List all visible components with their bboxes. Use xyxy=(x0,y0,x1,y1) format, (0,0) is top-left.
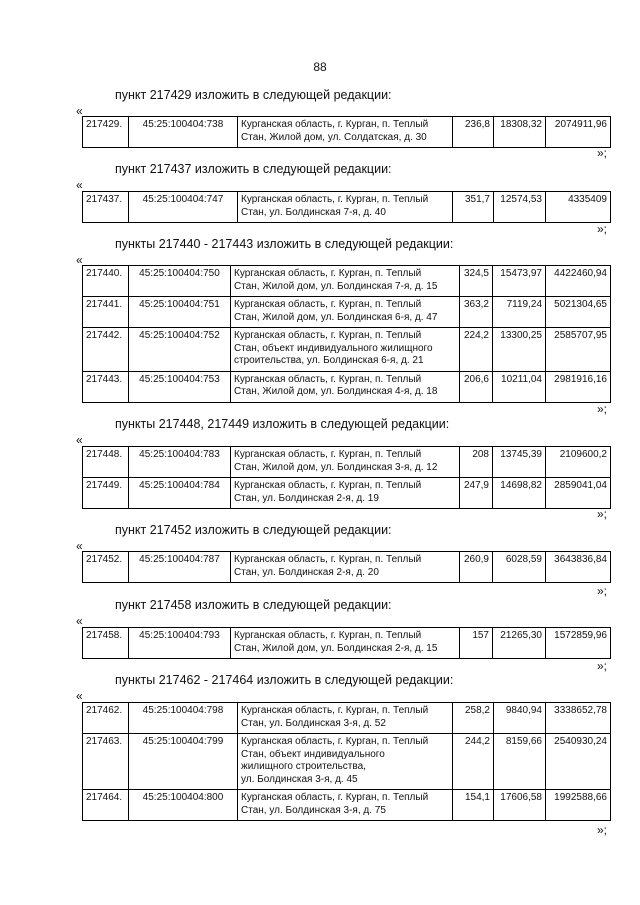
cadastral-number-cell: 45:25:100404:750 xyxy=(129,266,231,297)
page-number: 88 xyxy=(313,60,327,74)
cadastral-number-cell: 45:25:100404:799 xyxy=(129,734,238,790)
total-value-cell: 3643836,84 xyxy=(546,552,611,583)
row-number-cell: 217458. xyxy=(83,628,129,659)
table-row xyxy=(83,628,611,659)
cadastral-number-cell: 45:25:100404:752 xyxy=(129,328,231,372)
address-line: жилищного строительства, xyxy=(241,761,366,772)
table-row xyxy=(83,371,611,402)
cadastral-number-cell: 45:25:100404:738 xyxy=(129,117,238,148)
price-cell: 15473,97 xyxy=(493,266,546,297)
price-cell: 21265,30 xyxy=(493,628,546,659)
price-cell: 9840,94 xyxy=(494,703,546,734)
row-number-cell: 217463. xyxy=(83,734,129,790)
address-line: Стан, Жилой дом, ул. Болдинская 6-я, д. 47 xyxy=(234,311,438,323)
address-line: Стан, ул. Болдинская 7-я, д. 40 xyxy=(241,206,386,218)
address-line: Курганская область, г. Курган, п. Теплый xyxy=(241,705,429,716)
section-heading: пункты 217448, 217449 изложить в следующей редакции: xyxy=(115,417,450,431)
close-quote: »; xyxy=(597,222,608,236)
total-value-cell: 5021304,65 xyxy=(546,297,611,328)
table-row xyxy=(83,552,611,583)
property-table xyxy=(82,265,611,403)
price-cell: 8159,66 xyxy=(494,734,546,790)
address-line: Стан, Жилой дом, ул. Болдинская 4-я, д. 18 xyxy=(234,386,438,397)
close-quote: »; xyxy=(597,402,608,416)
cadastral-number-cell: 45:25:100404:753 xyxy=(129,371,231,402)
address-line: ул. Болдинская 3-я, д. 45 xyxy=(241,773,358,785)
table-row xyxy=(83,328,611,372)
cadastral-number-cell: 45:25:100404:783 xyxy=(129,447,231,478)
address-line: Курганская область, г. Курган, п. Теплый xyxy=(241,792,429,803)
address-cell xyxy=(238,192,453,223)
address-line: Стан, ул. Болдинская 2-я, д. 19 xyxy=(234,492,379,504)
row-number-cell: 217449. xyxy=(83,478,129,509)
address-cell xyxy=(231,552,460,583)
row-number-cell: 217443. xyxy=(83,371,129,402)
area-cell: 247,9 xyxy=(460,478,493,509)
area-cell: 236,8 xyxy=(453,117,494,148)
area-cell: 206,6 xyxy=(460,371,493,402)
address-line: Курганская область, г. Курган, п. Теплый xyxy=(234,554,422,565)
row-number-cell: 217429. xyxy=(83,117,129,148)
table-row xyxy=(83,734,611,790)
property-table xyxy=(82,627,611,659)
price-cell: 12574,53 xyxy=(494,192,546,223)
address-line: Стан, Жилой дом, ул. Болдинская 3-я, д. 12 xyxy=(234,461,438,473)
table-row xyxy=(83,266,611,297)
section-heading: пункт 217458 изложить в следующей редакции: xyxy=(115,598,392,612)
address-cell xyxy=(231,628,460,659)
address-cell xyxy=(231,297,460,328)
cadastral-number-cell: 45:25:100404:800 xyxy=(129,790,238,821)
close-quote: »; xyxy=(597,659,608,673)
open-quote: « xyxy=(76,539,83,553)
cadastral-number-cell: 45:25:100404:787 xyxy=(129,552,231,583)
property-table xyxy=(82,702,611,821)
area-cell: 208 xyxy=(460,447,493,478)
area-cell: 324,5 xyxy=(460,266,493,297)
total-value-cell: 4335409 xyxy=(546,192,611,223)
open-quote: « xyxy=(76,614,83,628)
price-cell: 17606,58 xyxy=(494,790,546,821)
price-cell: 6028,59 xyxy=(493,552,546,583)
row-number-cell: 217452. xyxy=(83,552,129,583)
row-number-cell: 217442. xyxy=(83,328,129,372)
address-line: Курганская область, г. Курган, п. Теплый xyxy=(241,119,429,130)
total-value-cell: 1572859,96 xyxy=(546,628,611,659)
section-heading: пункты 217440 - 217443 изложить в следующей редакции: xyxy=(115,237,454,251)
address-line: Стан, Жилой дом, ул. Болдинская 2-я, д. 15 xyxy=(234,642,438,654)
address-cell xyxy=(238,734,453,790)
section-heading: пункты 217462 - 217464 изложить в следующей редакции: xyxy=(115,673,454,687)
address-line: Стан, Жилой дом, ул. Солдатская, д. 30 xyxy=(241,131,427,143)
total-value-cell: 3338652,78 xyxy=(546,703,611,734)
area-cell: 351,7 xyxy=(453,192,494,223)
address-line: Курганская область, г. Курган, п. Теплый xyxy=(241,194,429,205)
total-value-cell: 4422460,94 xyxy=(546,266,611,297)
area-cell: 157 xyxy=(460,628,493,659)
table-row xyxy=(83,790,611,821)
price-cell: 10211,04 xyxy=(493,371,546,402)
table-row xyxy=(83,447,611,478)
cadastral-number-cell: 45:25:100404:793 xyxy=(129,628,231,659)
address-line: Курганская область, г. Курган, п. Теплый xyxy=(234,480,422,491)
open-quote: « xyxy=(76,253,83,267)
address-line: Стан, объект индивидуального жилищного xyxy=(234,342,433,354)
table-row xyxy=(83,192,611,223)
area-cell: 260,9 xyxy=(460,552,493,583)
price-cell: 18308,32 xyxy=(494,117,546,148)
address-line: Курганская область, г. Курган, п. Теплый xyxy=(241,736,429,747)
address-line: Курганская область, г. Курган, п. Теплый xyxy=(234,268,422,279)
open-quote: « xyxy=(76,433,83,447)
address-cell xyxy=(231,478,460,509)
section-heading: пункт 217437 изложить в следующей редакции: xyxy=(115,162,392,176)
address-line: Стан, ул. Болдинская 3-я, д. 52 xyxy=(241,717,386,729)
address-line: Курганская область, г. Курган, п. Теплый xyxy=(234,299,422,310)
cadastral-number-cell: 45:25:100404:751 xyxy=(129,297,231,328)
total-value-cell: 2074911,96 xyxy=(546,117,611,148)
property-table xyxy=(82,116,611,148)
row-number-cell: 217440. xyxy=(83,266,129,297)
section-heading: пункт 217429 изложить в следующей редакции: xyxy=(115,88,392,102)
close-quote: »; xyxy=(597,507,608,521)
total-value-cell: 2981916,16 xyxy=(546,371,611,402)
cadastral-number-cell: 45:25:100404:747 xyxy=(129,192,238,223)
price-cell: 13300,25 xyxy=(493,328,546,372)
total-value-cell: 1992588,66 xyxy=(546,790,611,821)
address-cell xyxy=(231,328,460,372)
area-cell: 258,2 xyxy=(453,703,494,734)
address-line: Стан, Жилой дом, ул. Болдинская 7-я, д. 15 xyxy=(234,280,438,292)
address-cell xyxy=(231,266,460,297)
address-cell xyxy=(238,703,453,734)
address-line: Стан, ул. Болдинская 3-я, д. 75 xyxy=(241,804,386,816)
total-value-cell: 2540930,24 xyxy=(546,734,611,790)
area-cell: 154,1 xyxy=(453,790,494,821)
price-cell: 14698,82 xyxy=(493,478,546,509)
address-line: Курганская область, г. Курган, п. Теплый xyxy=(234,330,422,341)
row-number-cell: 217448. xyxy=(83,447,129,478)
open-quote: « xyxy=(76,689,83,703)
address-cell xyxy=(238,117,453,148)
price-cell: 7119,24 xyxy=(493,297,546,328)
address-line: Курганская область, г. Курган, п. Теплый xyxy=(234,630,422,641)
address-cell xyxy=(231,371,460,402)
address-line: Курганская область, г. Курган, п. Теплый xyxy=(234,373,422,385)
close-quote: »; xyxy=(597,146,608,160)
row-number-cell: 217464. xyxy=(83,790,129,821)
area-cell: 244,2 xyxy=(453,734,494,790)
section-heading: пункт 217452 изложить в следующей редакции: xyxy=(115,523,392,537)
table-row xyxy=(83,297,611,328)
area-cell: 363,2 xyxy=(460,297,493,328)
cadastral-number-cell: 45:25:100404:784 xyxy=(129,478,231,509)
table-row xyxy=(83,478,611,509)
close-quote: »; xyxy=(597,584,608,598)
property-table xyxy=(82,551,611,583)
table-row xyxy=(83,117,611,148)
address-line: строительства, ул. Болдинская 6-я, д. 21 xyxy=(234,355,424,366)
address-cell xyxy=(231,447,460,478)
close-quote: »; xyxy=(597,823,608,837)
row-number-cell: 217462. xyxy=(83,703,129,734)
open-quote: « xyxy=(76,104,83,118)
address-line: Стан, ул. Болдинская 2-я, д. 20 xyxy=(234,566,379,578)
property-table xyxy=(82,191,611,223)
address-cell xyxy=(238,790,453,821)
cadastral-number-cell: 45:25:100404:798 xyxy=(129,703,238,734)
total-value-cell: 2585707,95 xyxy=(546,328,611,372)
address-line: Курганская область, г. Курган, п. Теплый xyxy=(234,449,422,460)
address-line: Стан, объект индивидуального xyxy=(241,748,385,760)
price-cell: 13745,39 xyxy=(493,447,546,478)
open-quote: « xyxy=(76,178,83,192)
total-value-cell: 2109600,2 xyxy=(546,447,611,478)
area-cell: 224,2 xyxy=(460,328,493,372)
row-number-cell: 217437. xyxy=(83,192,129,223)
row-number-cell: 217441. xyxy=(83,297,129,328)
table-row xyxy=(83,703,611,734)
total-value-cell: 2859041,04 xyxy=(546,478,611,509)
property-table xyxy=(82,446,611,509)
